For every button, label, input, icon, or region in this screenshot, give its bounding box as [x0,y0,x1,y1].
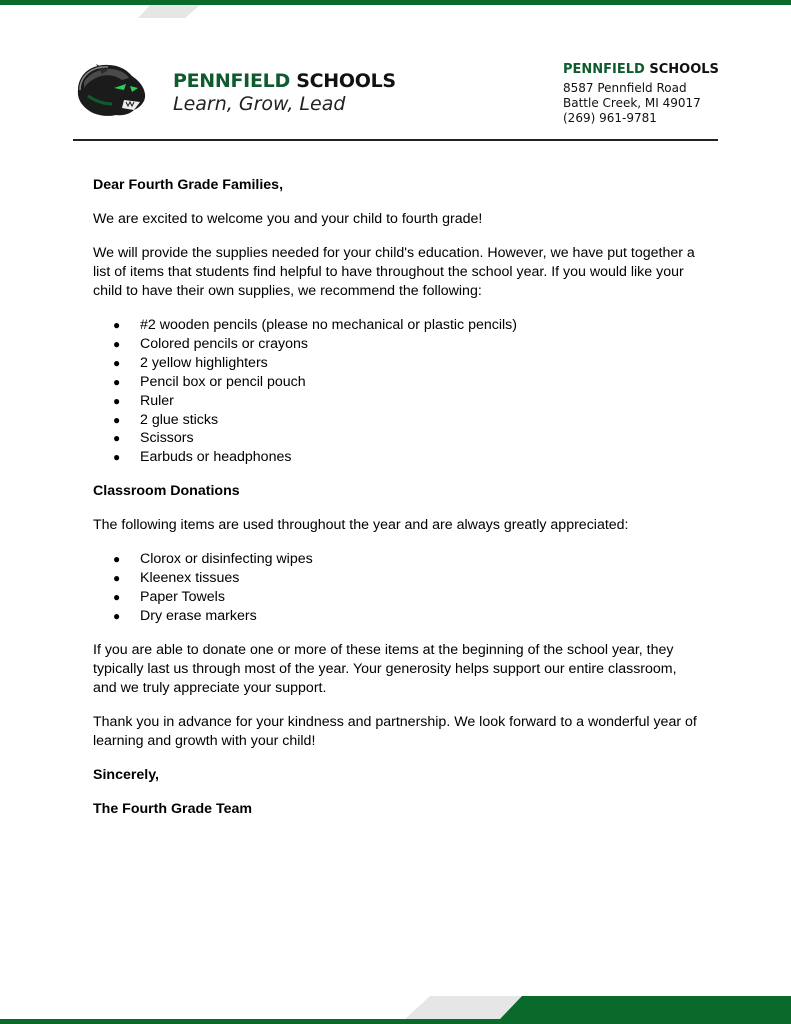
list-item-text: Colored pencils or crayons [140,335,308,352]
list-item-text: Clorox or disinfecting wipes [140,551,313,568]
list-item [113,335,703,354]
bullet-icon: ● [113,336,121,351]
panther-logo-icon [74,60,148,118]
list-item [113,373,703,392]
bullet-icon: ● [113,552,121,567]
bullet-icon: ● [113,450,121,465]
donations-heading: Classroom Donations [93,483,240,500]
brand-name-part1: PENNFIELD [173,70,290,92]
list-item [113,354,703,373]
address-city: Battle Creek, MI 49017 [563,96,701,110]
list-item-text: Pencil box or pencil pouch [140,373,306,390]
list-item-text: Scissors [140,430,194,447]
donations-intro: The following items are used throughout the year and are always greatly appreciated: [93,517,629,534]
donations-list [93,550,703,626]
list-item-text: Ruler [140,392,174,409]
list-item [113,392,703,411]
address-street: 8587 Pennfield Road [563,81,687,95]
address-title-part1: PENNFIELD [563,62,645,77]
header-divider [73,139,718,141]
closing: Sincerely, [93,766,159,783]
list-item [113,429,703,448]
list-item [113,448,703,467]
top-decorative-band [0,0,791,18]
list-item-text: Kleenex tissues [140,570,240,587]
brand-name-part2: SCHOOLS [296,70,396,92]
brand-block [173,70,396,116]
list-item-text: 2 glue sticks [140,411,219,428]
list-item-text: Earbuds or headphones [140,449,292,466]
donate-note-paragraph: If you are able to donate one or more of these items at the beginning of the school year, they typically last us through most of the year. Your generosity helps support our entire classroom, and we truly appreciate your support. [93,641,677,696]
list-item-text: Dry erase markers [140,607,257,624]
signature: The Fourth Grade Team [93,800,252,817]
list-item [113,411,703,430]
bullet-icon: ● [113,431,121,446]
bullet-icon: ● [113,318,121,332]
bullet-icon: ● [113,412,121,427]
list-item [113,550,703,569]
welcome-paragraph: We are excited to welcome you and your child to fourth grade! [93,211,483,227]
thanks-paragraph: Thank you in advance for your kindness and partnership. We look forward to a wonderful year of learning and growth with your child! [93,713,697,749]
list-item [113,588,703,607]
address-title [563,62,719,78]
greeting: Dear Fourth Grade Families, [93,177,284,193]
bullet-icon: ● [113,355,121,370]
address-block [563,62,719,126]
brand-tagline: Learn, Grow, Lead [173,93,346,115]
bullet-icon: ● [113,571,121,586]
brand-name [173,70,396,92]
supplies-list [93,316,703,467]
address-title-part2: SCHOOLS [649,62,719,77]
bullet-icon: ● [113,590,121,605]
letter-body [93,176,703,834]
address-phone: (269) 961-9781 [563,111,657,125]
list-item-text: #2 wooden pencils (please no mechanical or plastic pencils) [140,317,517,333]
bullet-icon: ● [113,374,121,389]
list-item [113,569,703,588]
list-item [113,316,703,335]
bullet-icon: ● [113,608,121,623]
bottom-decorative-band [0,996,791,1024]
list-item-text: 2 yellow highlighters [140,354,268,371]
intro-paragraph: We will provide the supplies needed for your child's education. However, we have put together a list of items that students find helpful to have throughout the school year. If you would like your child to have their own supplies, we recommend the following: [93,245,695,299]
bullet-icon: ● [113,393,121,408]
list-item-text: Paper Towels [140,589,225,606]
list-item [113,607,703,626]
